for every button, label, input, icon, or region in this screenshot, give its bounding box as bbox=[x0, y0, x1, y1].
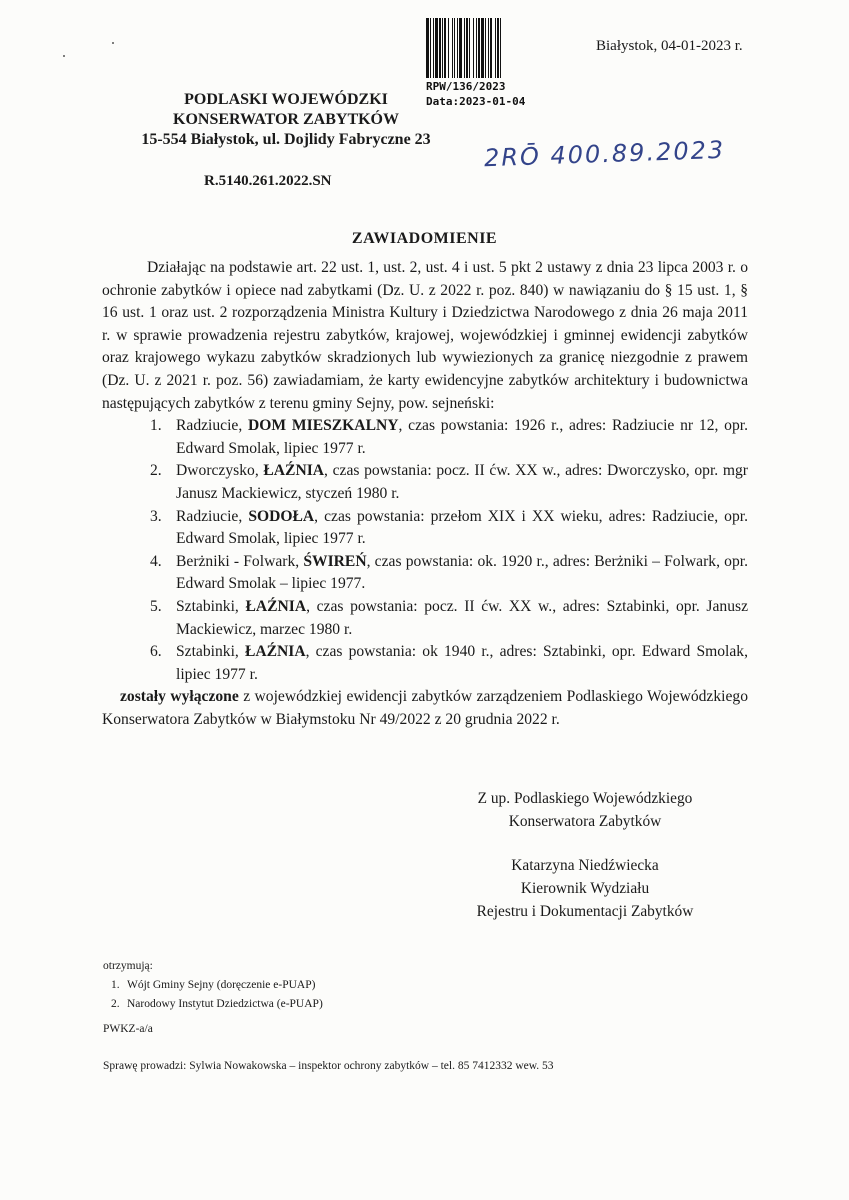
list-item-number: 1. bbox=[150, 417, 162, 435]
list-item bbox=[102, 506, 748, 551]
list-item bbox=[102, 460, 748, 505]
place-and-date: Białystok, 04-01-2023 r. bbox=[596, 38, 743, 54]
intro-paragraph: Działając na podstawie art. 22 ust. 1, ust. 2, ust. 4 i ust. 5 pkt 2 ustawy z dnia 23 lipca 2003 r. o ochronie zabytków i opiece nad zabytkami (Dz. U. z 2022 r. poz. 840) w nawiązaniu do § 15 ust. 1, § 16 ust. 1 oraz ust. 2 rozporządzenia Ministra Kultury i Dziedzictwa Narodowego z dnia 26 maja 2011 r. w sprawie prowadzenia rejestru zabytków, krajowej, wojewódzkiej i gminnej ewidencji zabytków oraz krajowego wykazu zabytków skradzionych lub wywiezionych za granicę niezgodnie z prawem (Dz. U. z 2021 r. poz. 56) zawiadamiam, że karty ewidencyjne zabytków architektury i budownictwa następujących zabytków z terenu gminy Sejny, pow. sejneński: bbox=[102, 259, 748, 412]
list-item-location: Radziucie, bbox=[176, 417, 249, 435]
closing-emphasis: zostały wyłączone bbox=[120, 688, 239, 706]
list-item-details: , czas powstania: ok. 1920 r., adres: Berżniki – Folwark, opr. Edward Smolak – lipiec 1977. bbox=[176, 552, 748, 593]
recipient-number: 2. bbox=[111, 998, 120, 1010]
scan-speck bbox=[63, 55, 65, 57]
org-name-line-1: PODLASKI WOJEWÓDZKI bbox=[184, 91, 388, 108]
recipients-label: otrzymują: bbox=[103, 960, 153, 972]
signature-authorization-2: Konserwatora Zabytków bbox=[508, 813, 662, 830]
list-item-number: 2. bbox=[150, 462, 162, 480]
list-item-location: Sztabinki, bbox=[176, 643, 245, 661]
recipients-list bbox=[103, 976, 323, 1014]
signatory-position-1: Kierownik Wydziału bbox=[520, 880, 650, 897]
list-item-number: 3. bbox=[150, 507, 162, 525]
list-item-number: 5. bbox=[150, 597, 162, 615]
handwritten-registration-note: 2RŌ 400.89.2023 bbox=[483, 135, 726, 173]
barcode bbox=[426, 18, 551, 78]
list-item bbox=[102, 551, 748, 596]
document-title: ZAWIADOMIENIE bbox=[351, 230, 498, 247]
barcode-bar bbox=[501, 18, 503, 78]
barcode-line-2: Data:2023-01-04 bbox=[426, 95, 526, 108]
sender-organization bbox=[100, 90, 472, 150]
list-item bbox=[102, 596, 748, 641]
org-address: 15-554 Białystok, ul. Dojlidy Fabryczne 23 bbox=[141, 131, 431, 148]
recipient-name: Wójt Gminy Sejny (doręczenie e-PUAP) bbox=[127, 979, 316, 991]
list-item-location: Dworczysko, bbox=[176, 462, 264, 480]
list-item-details: , czas powstania: przełom XIX i XX wieku, adres: Radziucie, opr. Edward Smolak, lipiec 1977 r. bbox=[176, 507, 748, 548]
barcode-line-1: RPW/136/2023 bbox=[426, 80, 506, 93]
list-item-monument-type: ŁAŹNIA bbox=[244, 643, 306, 661]
scan-speck bbox=[112, 42, 114, 44]
closing-paragraph bbox=[102, 686, 748, 731]
list-item-details: , czas powstania: pocz. II ćw. XX w., adres: Sztabinki, opr. Janusz Mackiewicz, marzec 1980 r. bbox=[176, 597, 749, 638]
list-item-location: Radziucie, bbox=[176, 507, 249, 525]
signatory-position-2: Rejestru i Dokumentacji Zabytków bbox=[476, 903, 694, 920]
list-item-location: Sztabinki, bbox=[176, 597, 246, 615]
list-item-number: 4. bbox=[150, 552, 162, 570]
signature-block bbox=[420, 787, 750, 923]
list-item-number: 6. bbox=[150, 643, 162, 661]
signature-authorization-1: Z up. Podlaskiego Wojewódzkiego bbox=[477, 790, 693, 807]
recipient-item bbox=[103, 976, 323, 995]
list-item-location: Berżniki - Folwark, bbox=[176, 552, 304, 570]
list-item-monument-type: DOM MIESZKALNY bbox=[248, 417, 399, 435]
signatory-name: Katarzyna Niedźwiecka bbox=[511, 857, 659, 874]
monument-list bbox=[102, 415, 748, 686]
list-item-details: , czas powstania: ok 1940 r., adres: Sztabinki, opr. Edward Smolak, lipiec 1977 r. bbox=[176, 643, 748, 683]
list-item-monument-type: SODOŁA bbox=[248, 507, 315, 525]
list-item bbox=[102, 415, 748, 460]
document-body bbox=[102, 257, 748, 731]
list-item bbox=[102, 641, 748, 686]
recipient-number: 1. bbox=[111, 979, 120, 991]
org-name-line-2: KONSERWATOR ZABYTKÓW bbox=[173, 111, 399, 128]
list-item-monument-type: ŚWIREŃ bbox=[303, 552, 367, 570]
list-item-monument-type: ŁAŹNIA bbox=[245, 597, 307, 615]
closing-text: z wojewódzkiej ewidencji zabytków zarządzeniem Podlaskiego Wojewódzkiego Konserwatora Zabytków w Białymstoku Nr 49/2022 z 20 grudnia 2022 r. bbox=[102, 688, 748, 728]
case-handler-footer: Sprawę prowadzi: Sylwia Nowakowska – inspektor ochrony zabytków – tel. 85 7412332 wew. 53 bbox=[103, 1060, 554, 1072]
list-item-details: , czas powstania: pocz. II ćw. XX w., adres: Dworczysko, opr. mgr Janusz Mackiewicz, styczeń 1980 r. bbox=[176, 462, 748, 502]
file-code: PWKZ-a/a bbox=[103, 1023, 153, 1035]
recipient-name: Narodowy Instytut Dziedzictwa (e-PUAP) bbox=[127, 998, 323, 1010]
recipients-section bbox=[103, 957, 323, 1014]
recipient-item bbox=[103, 995, 323, 1014]
case-reference: R.5140.261.2022.SN bbox=[204, 173, 332, 189]
list-item-details: , czas powstania: 1926 r., adres: Radziucie nr 12, opr. Edward Smolak, lipiec 1977 r. bbox=[176, 417, 748, 457]
list-item-monument-type: ŁAŹNIA bbox=[263, 462, 325, 480]
